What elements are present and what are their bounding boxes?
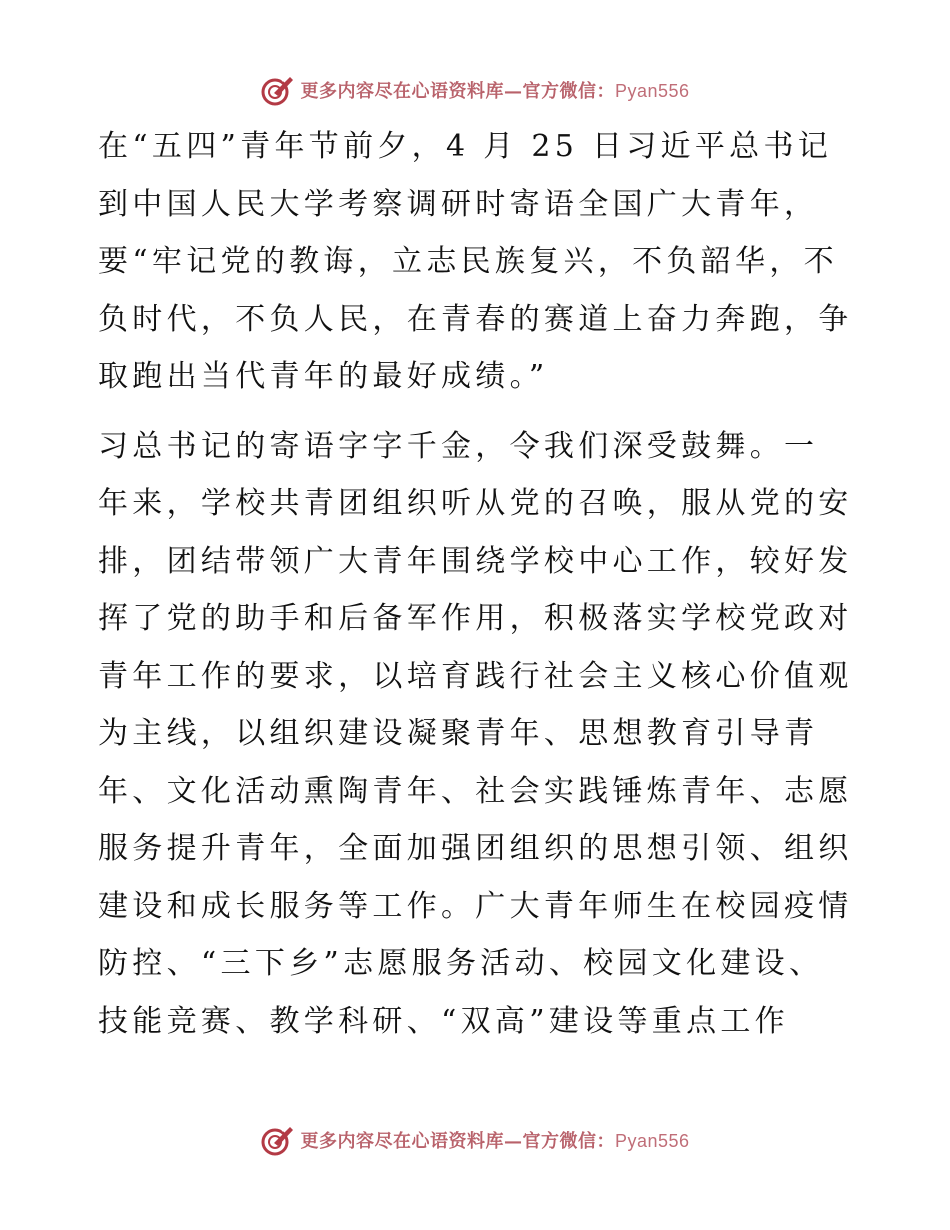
watermark-contact-label: 官方微信： [522,1131,615,1152]
watermark-dash: — [503,81,523,102]
paragraph-1: 在“五四”青年节前夕，4 月 25 日习近平总书记 到中国人民大学考察调研时寄语全国广大青年， 要“牢记党的教诲，立志民族复兴，不负韶华，不 负时代，不负人民，在青春的赛道上奋力奔跑，争 取跑出当代青年的最好成绩。” [98,129,853,394]
watermark-contact-label: 官方微信： [522,81,615,102]
watermark-text [300,1127,689,1153]
watermark-contact-id: Pyan556 [614,81,690,101]
header-watermark [0,70,950,110]
paragraph-2: 习总书记的寄语字字千金，令我们深受鼓舞。一 年来，学校共青团组织听从党的召唤，服从党的安 排，团结带领广大青年围绕学校中心工作，较好发 挥了党的助手和后备军作用，积极落实学校党政对 青年工作的要求，以培育践行社会主义核心价值观 为主线，以组织建设凝聚青年、思想教育引导青 年、文化活动熏陶青年、社会实践锤炼青年、志愿 服务提升青年，全面加强团组织的思想引领、组织 建设和成长服务等工作。广大青年师生在校园疫情 防控、“三下乡”志愿服务活动、校园文化建设、 技能竞赛、教学科研、“双高”建设等重点工作 [98,428,853,1039]
watermark-brand: 更多内容尽在心语资料库 [300,1131,504,1152]
watermark-brand: 更多内容尽在心语资料库 [300,81,504,102]
document-body [98,118,858,1050]
watermark-contact-id: Pyan556 [614,1131,690,1151]
brand-logo-icon [260,73,294,107]
footer-watermark [0,1120,950,1160]
watermark-dash: — [503,1131,523,1152]
watermark-text [300,77,689,103]
brand-logo-icon [260,1123,294,1157]
